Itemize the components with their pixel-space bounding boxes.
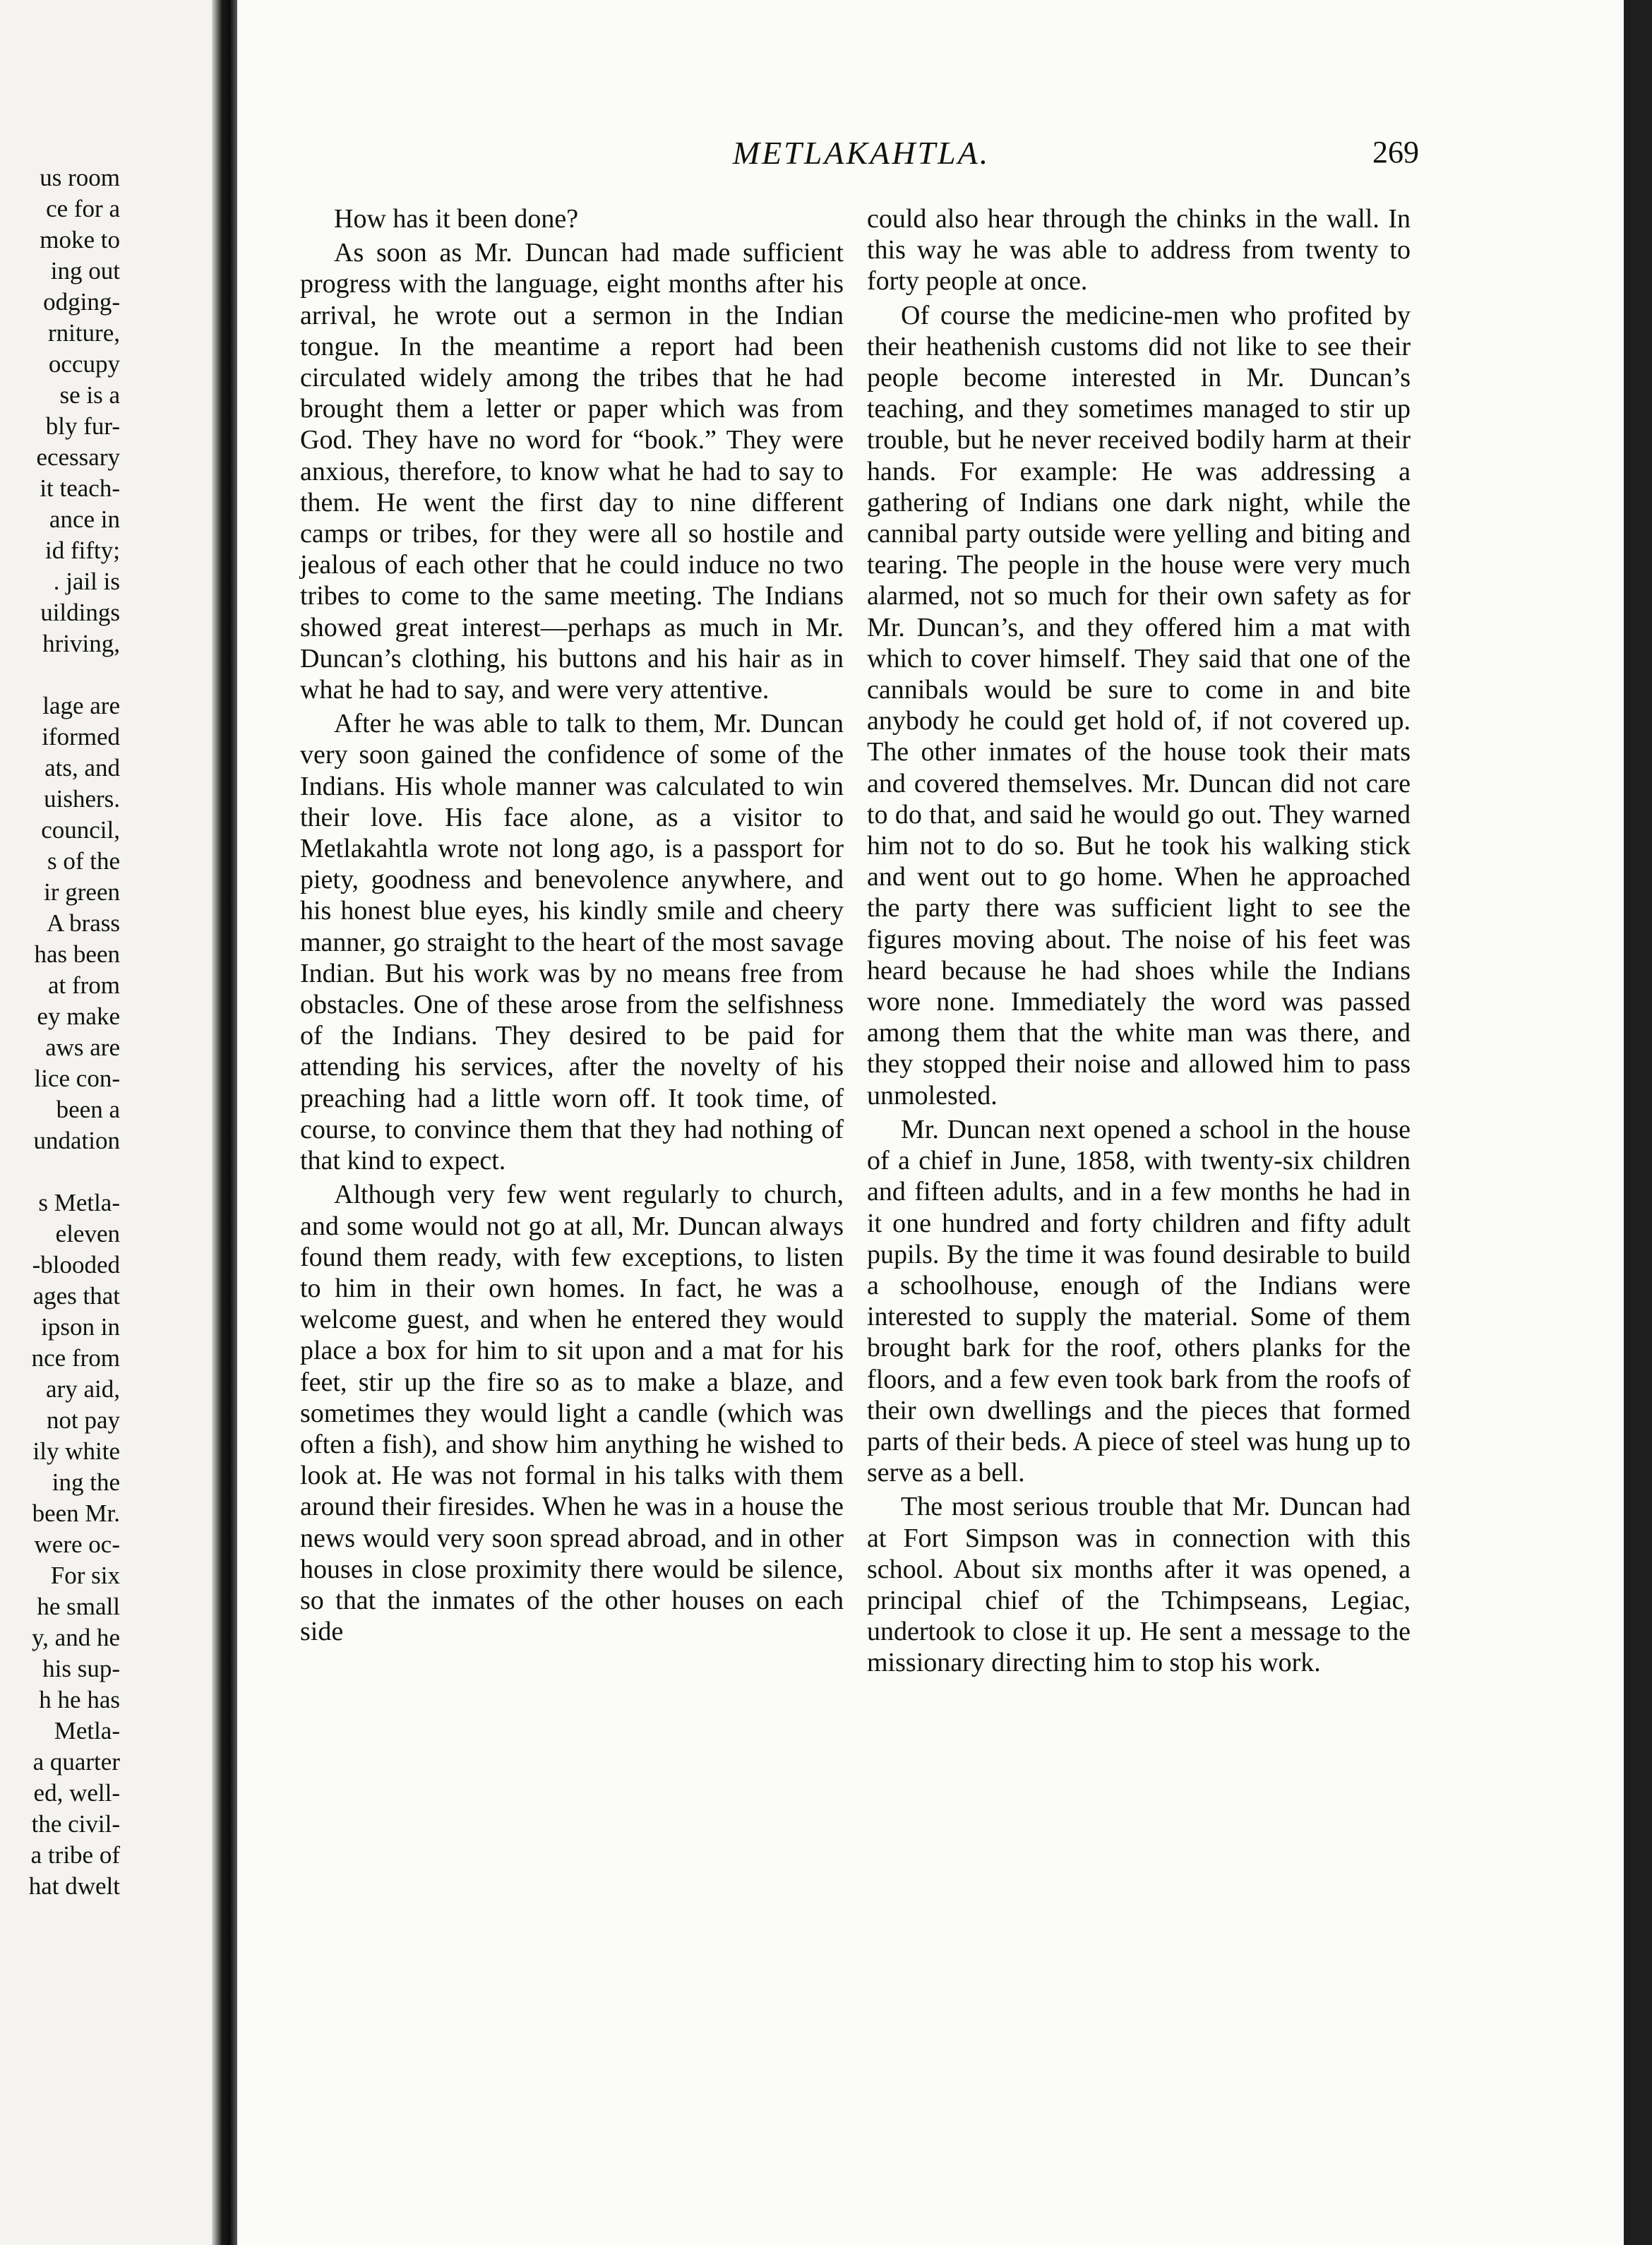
facing-page-line — [0, 659, 120, 690]
text-column-right — [867, 203, 1411, 1679]
facing-page-line: ages that — [32, 1282, 120, 1310]
facing-page-line: not pay — [46, 1406, 120, 1434]
facing-page-line: he small — [37, 1593, 120, 1620]
facing-page-line: hriving, — [42, 630, 120, 657]
facing-page-line: Metla- — [54, 1717, 120, 1744]
facing-page-line: iformed — [42, 723, 120, 750]
facing-page-line: lice con- — [34, 1065, 120, 1092]
paragraph: The most serious trouble that Mr. Duncan had at Fort Simpson was in connection with this school. About six months after it was opened, a principal chief of the Tchimpseans, Legiac, undertook to close it up. He sent a message to the missionary directing him to stop his work. — [867, 1492, 1411, 1678]
facing-page-line: For six — [50, 1562, 120, 1589]
facing-page-line: ary aid, — [46, 1375, 120, 1403]
facing-page-line: ed, well- — [33, 1779, 120, 1807]
facing-page-line: been a — [56, 1096, 120, 1123]
page-edge — [1624, 0, 1652, 2245]
facing-page-line: uishers. — [44, 785, 120, 813]
paragraph: Of course the medicine-men who profited by their heathenish customs did not like to see their people become interested in Mr. Duncan’s teaching, and they sometimes managed to stir up trouble, but he never received bodily harm at their hands. For example: He was addressing a gathering of Indians one dark night, while the cannibal party outside were yelling and biting and tearing. The people in the house were very much alarmed, not so much for their own safety as for Mr. Duncan’s, and they offered him a mat with which to cover himself. They said that one of the cannibals would be sure to come in and bite anybody he could get hold of, if not covered up. The other inmates of the house took their mats and covered themselves. Mr. Duncan did not care to do that, and said he would go out. They warned him not to do so. But he took his walking stick and went out to go home. When he approached the party there was sufficient light to see the figures moving about. The noise of his feet was heard because he had shoes while the Indians wore none. Immediately the word was passed among them that the white man was there, and they stopped their noise and allowed him to pass unmolested. — [867, 300, 1411, 1110]
facing-page-line: undation — [33, 1127, 120, 1154]
facing-page-line: ance in — [49, 505, 120, 533]
facing-page-line: nce from — [31, 1344, 120, 1372]
facing-page-line: lage are — [42, 692, 120, 719]
facing-page-line: ce for a — [46, 195, 120, 222]
facing-page-line: odging- — [43, 288, 120, 316]
facing-page-line: hat dwelt — [28, 1872, 120, 1900]
facing-page-line: were oc- — [34, 1531, 120, 1558]
paragraph: After he was able to talk to them, Mr. Duncan very soon gained the confidence of some of the Indians. His whole manner was calculated to win their love. His face alone, as a visitor to Metlakahtla wrote not long ago, is a passport for piety, goodness and benevolence anywhere, and his honest blue eyes, his kindly smile and cheery manner, go straight to the heart of the most savage Indian. But his work was by no means free from obstacles. One of these arose from the selfishness of the Indians. They desired to be paid for attending his services, after the novelty of his preaching had a little worn off. It took time, of course, to convince them that they had nothing of that kind to expect. — [300, 709, 844, 1176]
facing-page-line: ey make — [37, 1002, 120, 1030]
facing-page-line: council, — [41, 816, 120, 844]
facing-page-line: aws are — [45, 1034, 120, 1061]
facing-page-line: rniture, — [47, 319, 120, 347]
facing-page-line: it teach- — [40, 474, 120, 502]
facing-page-line: uildings — [40, 599, 120, 626]
facing-page-line: h he has — [39, 1686, 120, 1713]
facing-page-line: se is a — [59, 381, 120, 409]
book-gutter — [212, 0, 237, 2245]
facing-page-line: -blooded — [32, 1251, 120, 1279]
facing-page-text — [0, 162, 212, 1902]
facing-page-line: ing the — [52, 1468, 120, 1496]
text-column-left — [300, 203, 844, 1647]
facing-page-line: y, and he — [31, 1624, 120, 1651]
facing-page-line: his sup- — [42, 1655, 120, 1682]
facing-page-line: ir green — [44, 878, 120, 906]
facing-page-line: been Mr. — [32, 1499, 120, 1527]
facing-page-line: s Metla- — [38, 1189, 120, 1216]
facing-page-line: s of the — [47, 847, 120, 875]
paragraph: How has it been done? — [334, 204, 579, 234]
facing-page-line: a tribe of — [30, 1841, 120, 1869]
facing-page-edge — [0, 0, 212, 2245]
paragraph: could also hear through the chinks in the wall. In this way he was able to address from twenty to forty people at once. — [867, 204, 1411, 297]
facing-page-line: id fifty; — [45, 537, 120, 564]
facing-page-line: ats, and — [44, 754, 120, 782]
facing-page-line: occupy — [48, 350, 120, 378]
facing-page-line: ing out — [50, 257, 120, 285]
facing-page-line: us room — [40, 164, 120, 191]
facing-page-line: a quarter — [32, 1748, 120, 1776]
facing-page-line: has been — [34, 940, 120, 968]
facing-page-line: moke to — [40, 226, 120, 253]
facing-page-line: at from — [47, 971, 120, 999]
facing-page-line: ipson in — [41, 1313, 120, 1341]
facing-page-line: . jail is — [53, 568, 120, 595]
facing-page-line — [0, 1156, 120, 1187]
running-head: METLAKAHTLA. — [732, 135, 990, 171]
page-number: 269 — [1372, 135, 1419, 169]
facing-page-line: eleven — [55, 1220, 120, 1247]
facing-page-line: ecessary — [36, 443, 120, 471]
facing-page-line: the civil- — [31, 1810, 120, 1838]
facing-page-line: ily white — [32, 1437, 120, 1465]
facing-page-line: bly fur- — [45, 412, 120, 440]
paragraph: As soon as Mr. Duncan had made sufficient progress with the language, eight months after his arrival, he wrote out a sermon in the Indian tongue. In the meantime a report had been circulated widely among the tribes that he had brought them a letter or paper which was from God. They have no word for “book.” They were anxious, therefore, to know what he had to say to them. He went the first day to nine different camps or tribes, for they were all so hostile and jealous of each other that he could induce no two tribes to come to the same meeting. The Indians showed great interest—perhaps as much in Mr. Duncan’s clothing, his buttons and his hair as in what he had to say, and were very attentive. — [300, 238, 844, 705]
paragraph: Mr. Duncan next opened a school in the house of a chief in June, 1858, with twenty-six children and fifteen adults, and in a few months he had in it one hundred and forty children and fifty adult pupils. By the time it was found desirable to build a schoolhouse, enough of the Indians were interested to supply the material. Some of them brought bark for the roof, others planks for the floors, and a few even took bark from the roofs of their own dwellings and the pieces that formed parts of their beds. A piece of steel was hung up to serve as a bell. — [867, 1114, 1411, 1488]
paragraph: Although very few went regularly to church, and some would not go at all, Mr. Duncan always found them ready, with few exceptions, to listen to him in their own homes. In fact, he was a welcome guest, and when he entered they would place a box for him to sit upon and a mat for his feet, stir up the fire so as to make a blaze, and sometimes they would light a candle (which was often a fish), and show him anything he wished to look at. He was not formal in his talks with them around their firesides. When he was in a house the news would very soon spread abroad, and in other houses in close proximity there would be silence, so that the inmates of the other houses on each side — [300, 1180, 844, 1647]
facing-page-line: A brass — [46, 909, 120, 937]
